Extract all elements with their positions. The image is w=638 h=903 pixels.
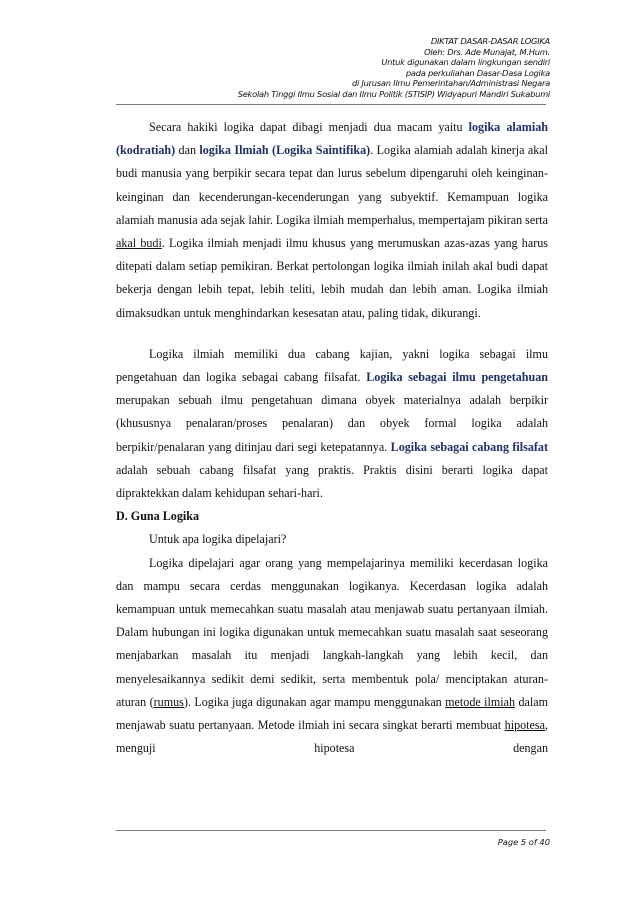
header-line: DIKTAT DASAR-DASAR LOGIKA <box>430 36 550 46</box>
page-body <box>116 116 548 760</box>
text-run: ). Logika juga digunakan agar mampu menggunakan <box>183 694 446 709</box>
bold-term: Logika sebagai ilmu pengetahuan <box>366 370 548 385</box>
link-metode-ilmiah[interactable]: metode ilmiah <box>445 694 516 709</box>
header-line: di Jurusan Ilmu Pemerintahan/Administrasi Negara <box>351 78 550 89</box>
question-line: Untuk apa logika dipelajari? <box>149 532 287 547</box>
header-line: Untuk digunakan dalam lingkungan sendiri <box>381 57 550 68</box>
footer-divider <box>116 830 546 831</box>
link-rumus[interactable]: rumus <box>153 694 184 709</box>
bold-term: Logika sebagai cabang filsafat <box>390 439 548 454</box>
text-run: dan <box>175 143 200 158</box>
paragraph-guna-logika <box>116 552 548 761</box>
text-run: , menguji hipotesa dengan <box>116 718 548 756</box>
text-run: Secara hakiki logika dapat dibagi menjadi dua macam yaitu <box>149 120 469 134</box>
text-run: adalah sebuah cabang filsafat yang praktis. Praktis disini berarti logika dapat dipraktekkan dalam kehidupan sehari-hari. <box>116 462 548 501</box>
header-line: Oleh: Drs. Ade Munajat, M.Hum. <box>424 46 550 57</box>
bold-term: logika alamiah (kodratiah) <box>116 120 549 158</box>
text-run: dalam menjawab suatu pertanyaan. Metode ilmiah ini secara singkat berarti membuat <box>116 694 548 733</box>
section-heading: D. Guna Logika <box>116 509 200 524</box>
link-akal-budi[interactable]: akal budi <box>116 236 162 251</box>
text-run: . Logika alamiah adalah kinerja akal budi manusia yang berpikir secara tepat dan lurus sebelum dipengaruhi oleh keinginan-keinginan dan kecenderungan-kecenderungan yang subyektif. Kemampuan logika alamiah manusia ada sejak lahir. Logika ilmiah memperhalus, mempertajam pikiran serta <box>116 143 548 227</box>
paragraph-logika-alamiah <box>116 116 548 325</box>
page-number: Page 5 of 40 <box>497 837 550 847</box>
paragraph-cabang-kajian <box>116 343 548 505</box>
text-run: merupakan sebuah ilmu pengetahuan dimana obyek materialnya adalah berpikir (khususnya penalaran/proses penalaran) dan obyek formal logika adalah berpikir/penalaran yang ditinjau dari segi ketepatannya. <box>116 393 548 454</box>
header-line: Sekolah Tinggi Ilmu Sosial dan Ilmu Politik (STISIP) Widyapuri Mandiri Sukabumi <box>237 88 550 99</box>
text-run: . Logika ilmiah menjadi ilmu khusus yang merumuskan azas-azas yang harus ditepati dalam setiap pemikiran. Berkat pertolongan logika ilmiah inilah akal budi dapat bekerja dengan lebih tepat, lebih teliti, lebih mudah dan lebih aman. Logika ilmiah dimaksudkan untuk menghindarkan kesesatan atau, paling tidak, dikurangi. <box>116 236 548 320</box>
page-header <box>238 36 550 100</box>
header-divider <box>116 104 546 105</box>
link-hipotesa[interactable]: hipotesa <box>504 718 545 733</box>
text-run: Logika ilmiah memiliki dua cabang kajian, yakni logika sebagai ilmu pengetahuan dan logika sebagai cabang filsafat. <box>116 346 548 385</box>
header-line: pada perkuliahan Dasar-Dasa Logika <box>405 67 550 78</box>
text-run: Logika dipelajari agar orang yang mempelajarinya memiliki kecerdasan logika dan mampu secara cerdas menggunakan logikanya. Kecerdasan logika adalah kemampuan untuk memecahkan suatu masalah atau menjawab suatu pertanyaan ilmiah. Dalam hubungan ini logika digunakan untuk memecahkan suatu masalah saat seseorang menjabarkan masalah itu menjadi langkah-langkah yang lebih kecil, dan menyelesaikannya sedikit demi sedikit, serta membentuk pola/ menciptakan aturan-aturan ( <box>116 555 548 709</box>
bold-term: logika Ilmiah (Logika Saintifika) <box>199 143 371 158</box>
